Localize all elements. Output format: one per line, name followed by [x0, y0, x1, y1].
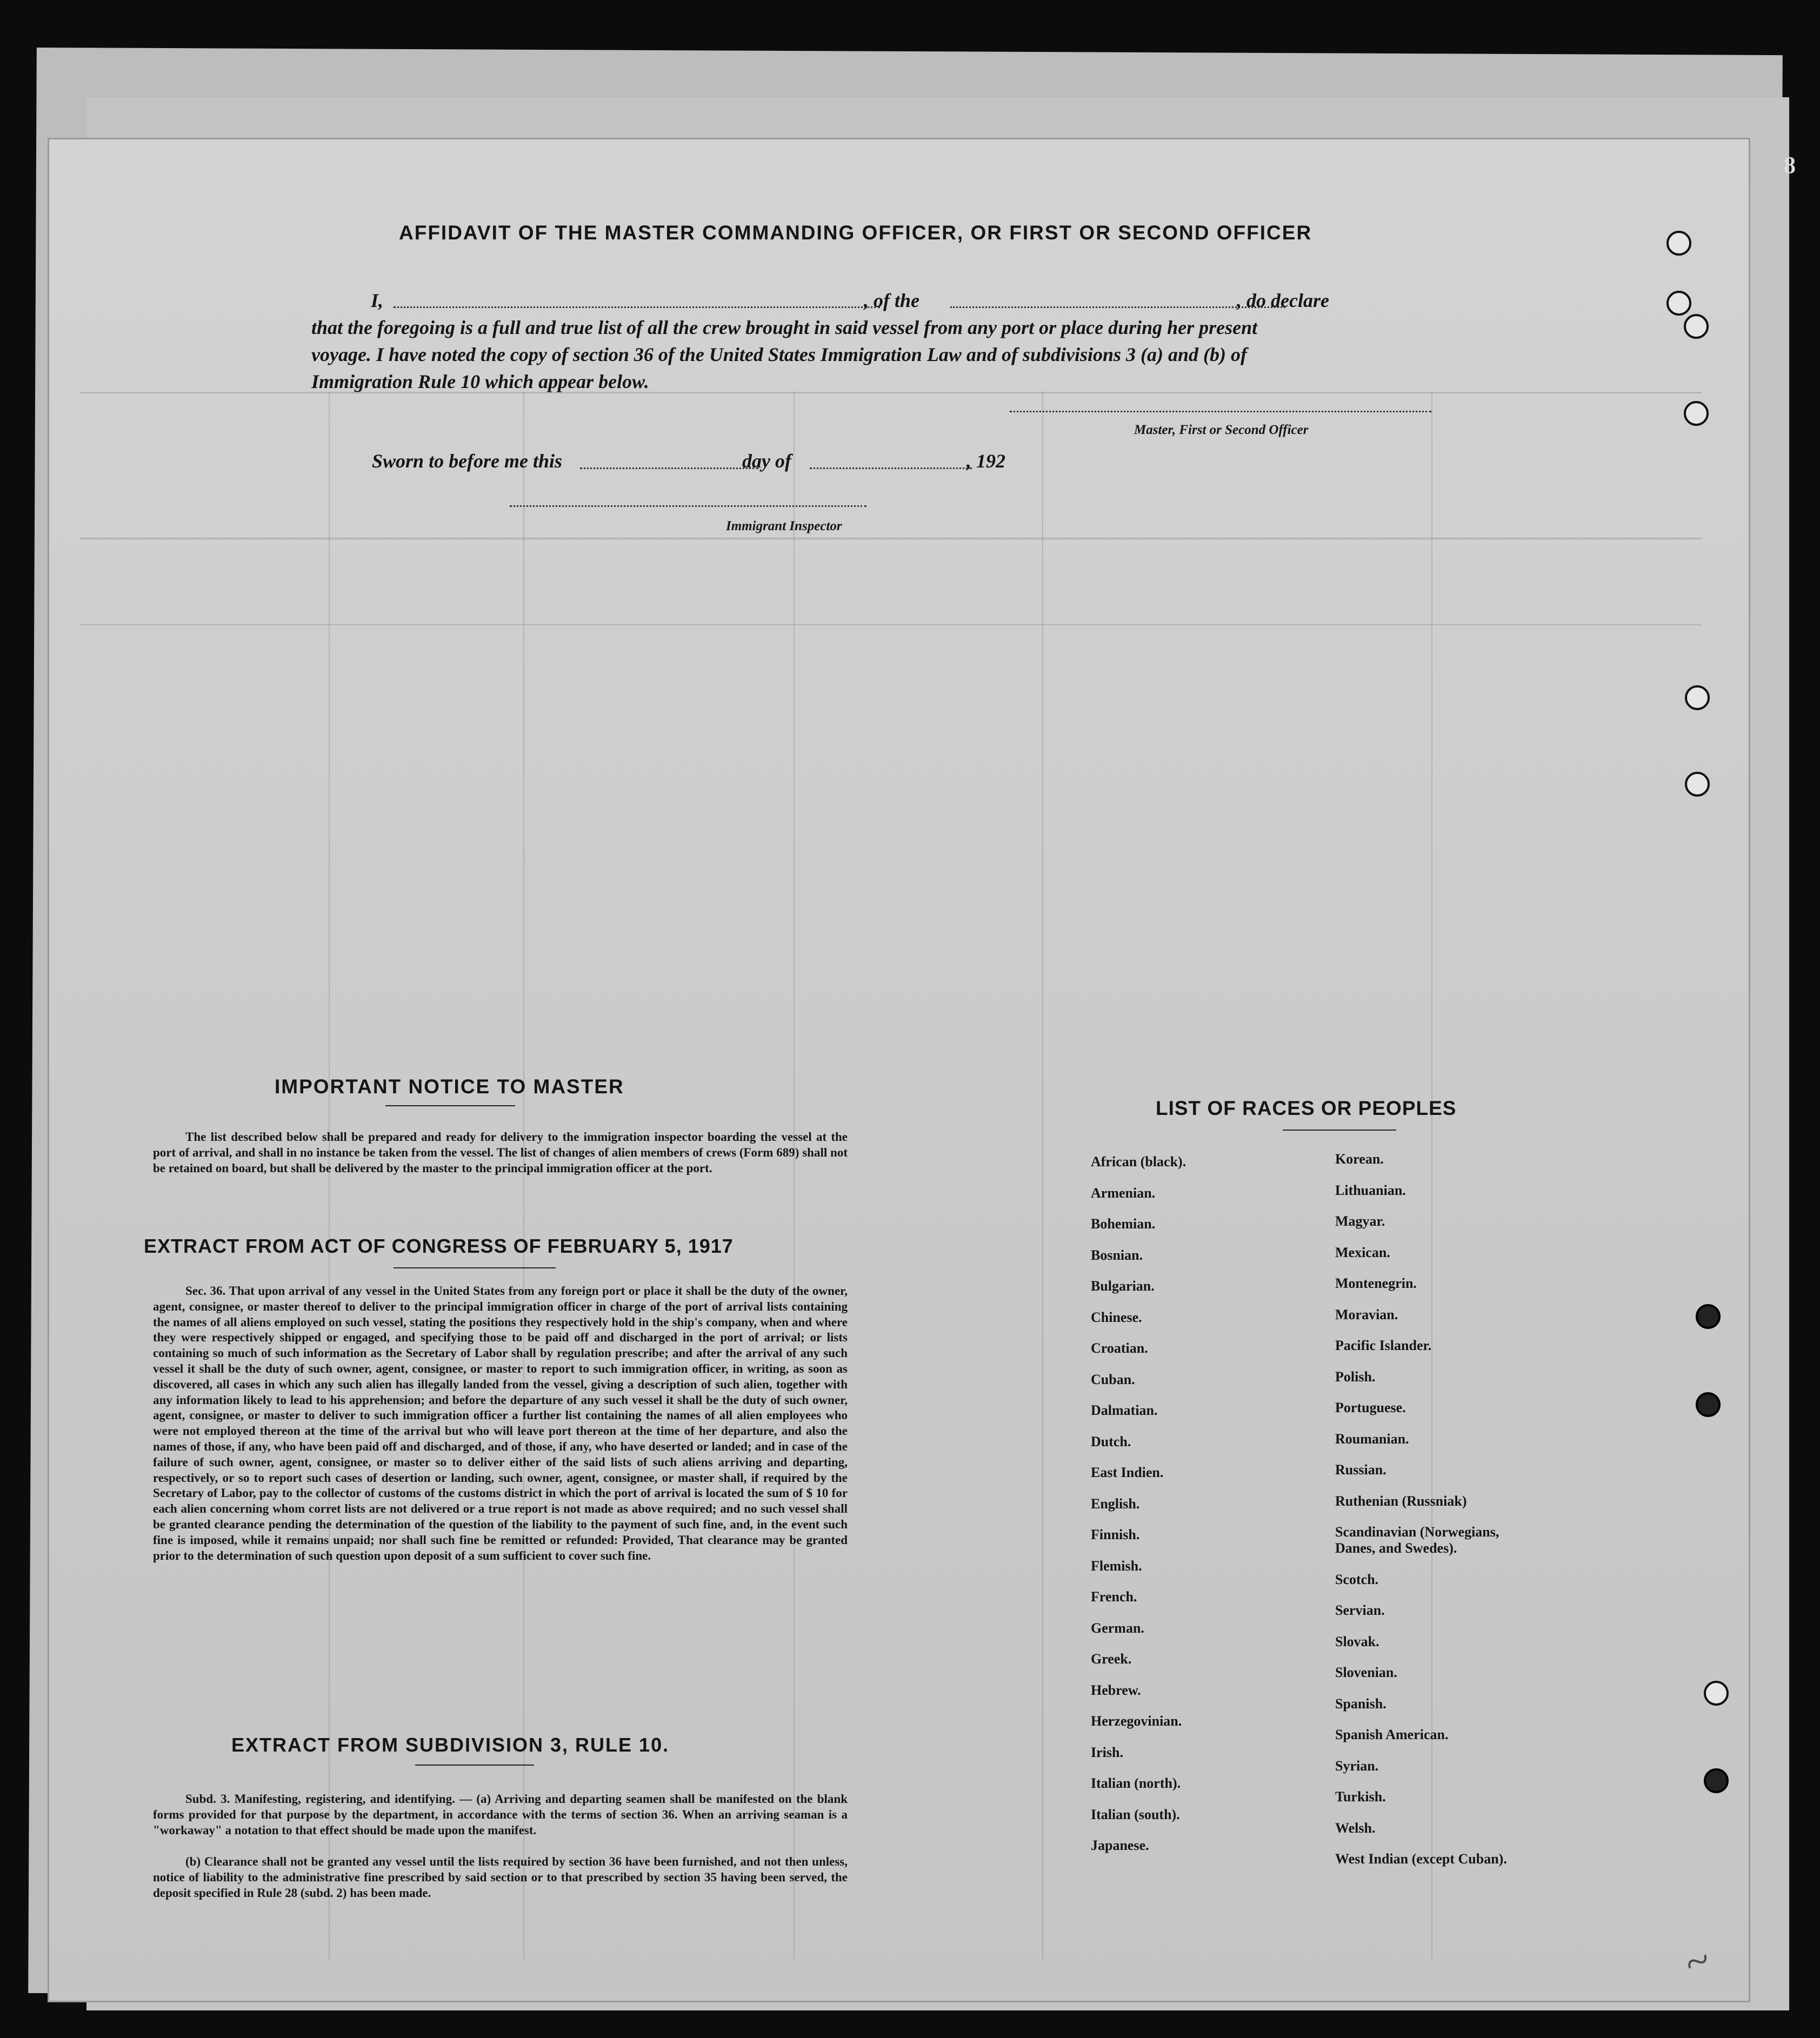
race-item: Cuban.: [1091, 1371, 1135, 1387]
race-item: Italian (north).: [1091, 1775, 1181, 1791]
race-item: Slovenian.: [1335, 1665, 1397, 1680]
sworn-text: Sworn to before me this: [372, 450, 563, 472]
binder-hole: [1684, 401, 1709, 426]
race-item: Lithuanian.: [1335, 1182, 1406, 1198]
race-item: Roumanian.: [1335, 1431, 1409, 1447]
race-item: Bohemian.: [1091, 1216, 1156, 1232]
inspector-label: Immigrant Inspector: [726, 519, 842, 533]
binder-hole: [1704, 1681, 1729, 1706]
race-item: Dalmatian.: [1091, 1402, 1158, 1418]
act-extract-title: EXTRACT FROM ACT OF CONGRESS OF FEBRUARY 5, 1917: [144, 1235, 734, 1257]
binder-hole: [1666, 291, 1691, 316]
race-item: English.: [1091, 1495, 1140, 1512]
document-page: [48, 138, 1750, 2002]
binder-hole: [1696, 1304, 1721, 1329]
races-title-rule: [1283, 1130, 1396, 1131]
affidavit-line-3: voyage. I have noted the copy of section 36 of the United States Immigration Law and of subdivisions 3 (a) and (b) of: [311, 344, 1247, 365]
rule-extract-text-a: Subd. 3. Manifesting, registering, and identifying. — (a) Arriving and departing seamen shall be manifested on the blank forms provided for that purpose by the department, in accordance with the terms of section 36. When an arriving seaman is a "workaway" a notation to that effect should be made upon the manifest.: [153, 1792, 848, 1837]
race-item: Montenegrin.: [1335, 1275, 1417, 1291]
year-text: , 192: [966, 450, 1005, 472]
race-item: Portuguese.: [1335, 1400, 1406, 1415]
races-left-column: [1091, 1154, 1186, 1869]
race-item: Spanish.: [1335, 1695, 1386, 1712]
officer-signature-blank[interactable]: [1010, 411, 1431, 412]
race-item: Mexican.: [1335, 1244, 1390, 1260]
affidavit-of-the: , of the: [864, 290, 919, 311]
race-item: Finnish.: [1091, 1527, 1140, 1542]
binder-hole: [1685, 772, 1710, 797]
binder-hole: [1684, 314, 1709, 339]
race-item: Slovak.: [1335, 1633, 1379, 1649]
affidavit-line-4: Immigration Rule 10 which appear below.: [311, 371, 649, 392]
race-item: Bulgarian.: [1091, 1278, 1155, 1294]
race-item: East Indien.: [1091, 1465, 1164, 1480]
race-item: Syrian.: [1335, 1758, 1379, 1774]
race-item: Armenian.: [1091, 1185, 1156, 1201]
act-title-rule: [394, 1267, 556, 1268]
bleed-through-rule: [1042, 392, 1043, 1959]
notice-title: IMPORTANT NOTICE TO MASTER: [275, 1075, 624, 1098]
officer-label: Master, First or Second Officer: [1134, 423, 1309, 437]
race-item: Irish.: [1091, 1744, 1123, 1760]
race-item: Chinese.: [1091, 1309, 1142, 1325]
day-of-text: day of: [742, 450, 791, 472]
race-item: Herzegovinian.: [1091, 1713, 1182, 1729]
binder-hole: [1704, 1768, 1729, 1793]
race-item: Russian.: [1335, 1462, 1386, 1478]
race-item: Ruthenian (Russniak): [1335, 1493, 1467, 1509]
sworn-month-blank[interactable]: [810, 467, 972, 469]
rule-extract-title: EXTRACT FROM SUBDIVISION 3, RULE 10.: [231, 1734, 670, 1756]
race-item: Servian.: [1335, 1602, 1385, 1618]
race-item: French.: [1091, 1589, 1137, 1605]
race-item: Danes, and Swedes).: [1335, 1540, 1457, 1556]
inspector-signature-blank[interactable]: [510, 505, 866, 507]
affidavit-line-2: that the foregoing is a full and true list of all the crew brought in said vessel from any port or place during her present: [311, 317, 1258, 338]
race-item: Italian (south).: [1091, 1806, 1180, 1822]
affidavit-declare: , do declare: [1237, 290, 1329, 311]
race-item: African (black).: [1091, 1154, 1186, 1170]
corner-mark: 8: [1784, 152, 1796, 178]
sworn-day-blank[interactable]: [580, 467, 758, 469]
notice-title-rule: [385, 1105, 515, 1106]
race-item: Moravian.: [1335, 1306, 1398, 1322]
race-item: Pacific Islander.: [1335, 1338, 1432, 1353]
race-item: Scandinavian (Norwegians,: [1335, 1524, 1499, 1540]
handwritten-mark: ~: [1678, 1935, 1716, 1988]
master-name-blank[interactable]: [394, 306, 880, 308]
race-item: Polish.: [1335, 1368, 1376, 1385]
race-item: Scotch.: [1335, 1571, 1379, 1587]
rule-title-rule: [415, 1765, 534, 1766]
act-extract-text: Sec. 36. That upon arrival of any vessel in the United States from any foreign port or place it shall be the duty of the owner, agent, consignee, or master thereof to deliver to the principal immigration officer in charge of the port of arrival lists containing the names of all aliens employed on such vessel, stating the positions they respectively hold in the ship's company, when and where they were respectively shipped or engaged, and specifying those to be paid off and discharged in the port of arrival; or lists containing so much of such information as the Secretary of Labor shall by regulation prescribe; and after the arrival of any such vessel it shall be the duty of such owner, agent, consignee, or master to report to such immigration officer, in writing, as soon as discovered, all cases in which any such alien has illegally landed from the vessel, giving a description of such alien, together with any information likely to lead to his apprehension; and before the departure of any such vessel it shall be the duty of such owner, agent, consignee, or master to deliver to such immigration officer a further list containing the names of all alien employees who were not employed thereon at the time of the arrival but who will leave port thereon at the time of her departure, and also the names of those, if any, who have been paid off and discharged, and of those, if any, who have deserted or landed; and in case of the failure of such owner, agent, consignee, or master so to deliver either of the said lists of such aliens arriving and departing, respectively, or so to report such cases of desertion or landing, such owner, agent, consignee, or master shall, if required by the Secretary of Labor, pay to the collector of customs of the customs district in which the port of arrival is located the sum of $ 10 for each alien concerning whom corret lists are not delivered or a true report is not made as above required; and no such vessel shall be granted clearance pending the determination of the question of the liability to the payment of such fine, and, in the event such fine is imposed, while it remains unpaid; nor shall such fine be remitted or refunded: Provided, That clearance may be granted prior to the determination of such question upon deposit of a sum sufficient to cover such fine.: [153, 1284, 848, 1562]
race-item: Welsh.: [1335, 1820, 1376, 1836]
race-item: German.: [1091, 1620, 1144, 1636]
rule-extract-text-b: (b) Clearance shall not be granted any vessel until the lists required by section 36 have been furnished, and not then unless, notice of liability to the administrative fine prescribed by said section or to that prescribed by section 35 having been served, the deposit specified in Rule 28 (subd. 2) has been made.: [153, 1855, 848, 1900]
binder-hole: [1696, 1392, 1721, 1417]
race-item: Japanese.: [1091, 1837, 1149, 1853]
race-item: Hebrew.: [1091, 1682, 1141, 1698]
notice-text: The list described below shall be prepared and ready for delivery to the immigration inspector boarding the vessel at the port of arrival, and shall in no instance be taken from the vessel. The list of changes of alien members of crews (Form 689) shall not be retained on board, but shall be delivered by the master to the principal immigration officer at the port.: [153, 1130, 848, 1175]
race-item: Magyar.: [1335, 1213, 1385, 1229]
bleed-through-rule: [80, 538, 1702, 539]
races-right-column: [1335, 1151, 1507, 1882]
affidavit-i: I,: [371, 290, 384, 311]
race-item: West Indian (except Cuban).: [1335, 1851, 1507, 1867]
race-item: Spanish American.: [1335, 1727, 1449, 1742]
race-item: Bosnian.: [1091, 1247, 1143, 1263]
affidavit-title: AFFIDAVIT OF THE MASTER COMMANDING OFFICER, OR FIRST OR SECOND OFFICER: [399, 222, 1312, 244]
races-title: LIST OF RACES OR PEOPLES: [1156, 1097, 1457, 1119]
race-item: Flemish.: [1091, 1558, 1142, 1574]
bleed-through-rule: [80, 624, 1702, 625]
race-item: Greek.: [1091, 1651, 1132, 1667]
race-item: Dutch.: [1091, 1433, 1131, 1449]
binder-hole: [1666, 231, 1691, 256]
vessel-name-blank[interactable]: [950, 306, 1285, 308]
race-item: Croatian.: [1091, 1340, 1148, 1356]
race-item: Korean.: [1335, 1151, 1384, 1167]
race-item: Turkish.: [1335, 1789, 1386, 1805]
binder-hole: [1685, 685, 1710, 710]
